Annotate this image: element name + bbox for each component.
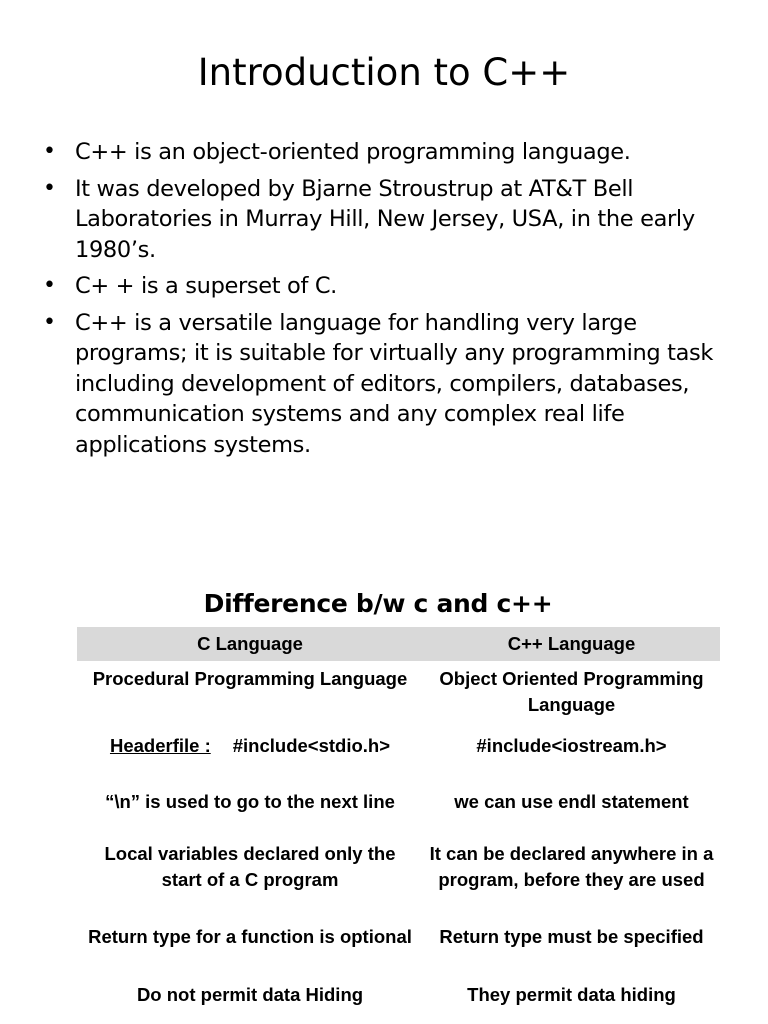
bullet-item <box>0 137 768 168</box>
bullet-item <box>0 271 768 302</box>
bullet-dot: • <box>43 309 56 335</box>
table-row <box>77 785 720 839</box>
cell-cpp: Object Oriented Programming Language <box>439 668 704 715</box>
table-header-row <box>77 627 720 661</box>
slide-title: Introduction to C++ <box>197 51 571 94</box>
bullet-dot: • <box>43 139 56 164</box>
comparison-table <box>77 627 720 1012</box>
cell-c: Local variables declared only the start of a C program <box>104 843 396 890</box>
cell-cpp: It can be declared anywhere in a program, before they are used <box>429 843 714 890</box>
cell-c: Do not permit data Hiding <box>136 984 364 1005</box>
bullet-item <box>0 174 768 266</box>
table-row <box>77 730 720 785</box>
headerfile-label: Headerfile : <box>109 735 211 756</box>
cell-c: Procedural Programming Language <box>92 668 408 689</box>
table-row <box>77 917 720 982</box>
bullet-item <box>0 308 768 461</box>
bullet-dot: • <box>43 273 56 298</box>
cell-cpp: we can use endl statement <box>454 791 689 812</box>
table-title: Difference b/w c and c++ <box>203 589 553 618</box>
table-row <box>77 839 720 917</box>
bullet-text: C++ is a versatile language for handling very large programs; it is suitable for virtually any programming task including development of editors, compilers, databases, communication systems and any complex real life applications systems. <box>75 309 714 458</box>
column-header-cpp: C++ Language <box>423 627 720 661</box>
bullet-dot: • <box>43 175 56 201</box>
bullet-text: It was developed by Bjarne Stroustrup at AT&T Bell Laboratories in Murray Hill, New Jersey, USA, in the early 1980’s. <box>75 175 695 263</box>
cell-c <box>77 730 423 785</box>
cell-c: “\n” is used to go to the next line <box>105 791 395 812</box>
cell-cpp: Return type must be specified <box>439 926 704 947</box>
cell-c-value: #include<stdio.h> <box>232 735 391 756</box>
table-row <box>77 982 720 1012</box>
cell-c: Return type for a function is optional <box>88 926 412 947</box>
cell-cpp: They permit data hiding <box>467 984 676 1005</box>
table-row <box>77 661 720 730</box>
bullet-text: C++ is an object-oriented programming language. <box>75 139 631 165</box>
cell-cpp: #include<iostream.h> <box>476 735 667 756</box>
column-header-c: C Language <box>77 627 423 661</box>
bullet-text: C+ + is a superset of C. <box>75 273 337 299</box>
bullet-list <box>0 137 768 466</box>
